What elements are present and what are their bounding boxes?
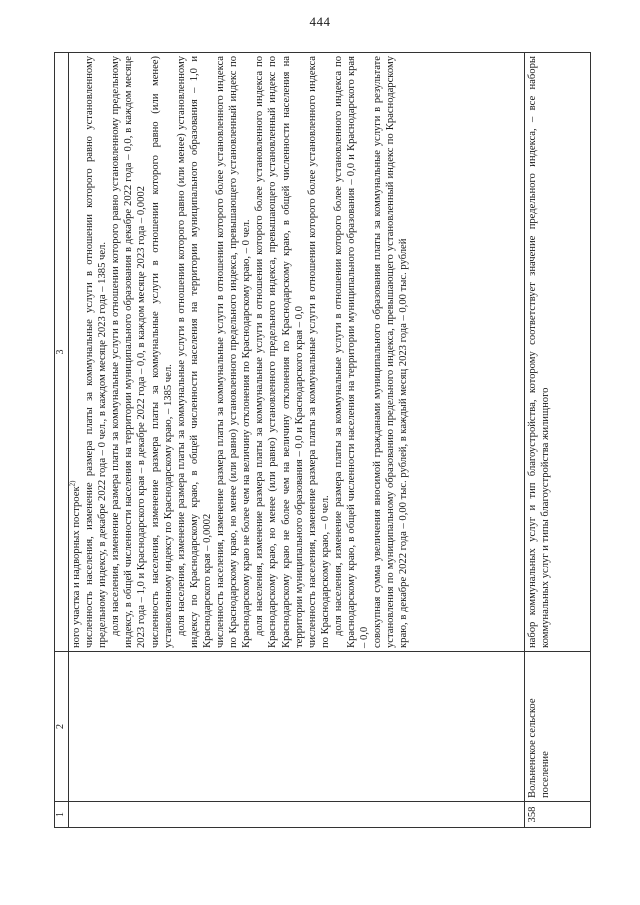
- indicator-paragraph: доля населения, изменение размера платы за коммунальные услуги в отношении которого равно установленному предельному индексу, в общей численности населения на территории муниципального образования в декабре 2022 года – 0,0, в каждом месяце 2023 года – 1,0 и Краснодарского края – в декабре 2022 года – 0,0, в каждом месяце 2023 года – 0,0002: [110, 56, 148, 648]
- indicator-paragraph: набор коммунальных услуг и тип благоустройства, которому соответствует значение предельного индекса, – все наборы коммунальных услуг и типы благоустройства жилищного: [527, 56, 552, 648]
- indicator-text: ного участка и надворных построек: [71, 486, 82, 648]
- row-number-cell: [69, 802, 525, 828]
- rotated-table-container: [54, 53, 590, 828]
- column-number-1: 1: [55, 802, 69, 828]
- table-row: [525, 53, 591, 828]
- column-number-3: 3: [55, 53, 69, 652]
- page-number: 444: [309, 14, 331, 29]
- settlement-name-cell: Вольненское сельское поселение: [525, 652, 591, 802]
- data-table: [54, 52, 591, 828]
- column-number-2: 2: [55, 652, 69, 802]
- indicator-paragraph: численность населения, изменение размера платы за коммунальные услуги в отношении которого равно (или менее) установленному индексу по Краснодарскому краю, – 1385 чел.: [149, 56, 174, 648]
- indicator-paragraph: численность населения, изменение размера платы за коммунальные услуги в отношении которого более установленного индекса по Краснодарскому краю, – 0 чел.: [306, 56, 331, 648]
- row-number-cell: 358: [525, 802, 591, 828]
- indicators-cell: [525, 53, 591, 652]
- indicator-paragraph: совокупная сумма увеличения вносимой гражданами муниципального образования платы за коммунальные услуги в результате установления по муниципальному образованию предельного индекса, превышающего установленный индекс по Краснодарскому краю, в декабре 2022 года – 0,00 тыс. рублей, в каждый месяц 2023 года – 0,00 тыс. рублей: [372, 56, 410, 648]
- indicator-paragraph: численность населения, изменение размера платы за коммунальные услуги в отношении которого более установленного индекса по Краснодарскому краю, но менее (или равно) установленного предельного индекса, превышающего установленный индекс по Краснодарскому краю не более чем на величину отклонения по Краснодарскому краю, – 0 чел.: [215, 56, 253, 648]
- table-row-continuation: [69, 53, 525, 828]
- settlement-cell: [69, 652, 525, 802]
- column-number-header-row: [55, 53, 69, 828]
- indicator-paragraph: доля населения, изменение размера платы за коммунальные услуги в отношении которого более установленного индекса по Краснодарскому краю, но менее (или равно) установленного предельного индекса, превышающего установленный индекс по Краснодарскому краю не более чем на величину отклонения по Краснодарскому краю, в общей численности населения на территории муниципального образования – 0,0 и Краснодарского края – 0,0: [254, 56, 305, 648]
- indicator-paragraph: [70, 56, 83, 648]
- indicator-paragraph: доля населения, изменение размера платы за коммунальные услуги в отношении которого равно (или менее) установленному индексу по Краснодарскому краю, в общей численности населения на территории муниципального образования – 1,0 и Краснодарского края – 0,0002: [175, 56, 213, 648]
- footnote-marker: 2): [68, 480, 77, 487]
- indicator-paragraph: численность населения, изменение размера платы за коммунальные услуги в отношении которого равно установленному предельному индексу, в декабре 2022 года – 0 чел., в каждом месяце 2023 года – 1385 чел.: [84, 56, 109, 648]
- indicator-paragraph: доля населения, изменение размера платы за коммунальные услуги в отношении которого более установленного индекса по Краснодарскому краю, в общей численности населения на территории муниципального образования – 0,0 и Краснодарского края – 0,0: [332, 56, 371, 648]
- indicators-cell: [69, 53, 525, 652]
